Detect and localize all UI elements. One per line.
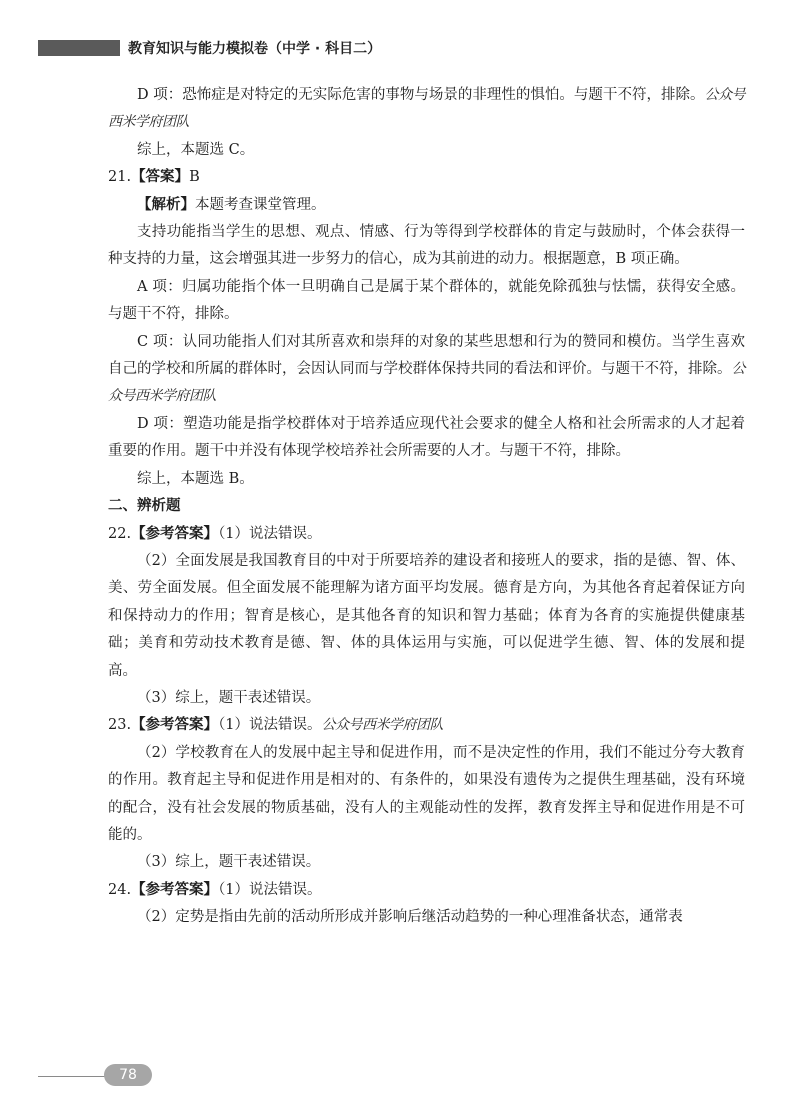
q21-summary: 综上，本题选 B。 [137,470,254,487]
q23-answer: 23.【参考答案】（1）说法错误。公众号西米学府团队 [108,717,444,734]
q23-conclusion: （3）综上，题干表述错误。 [137,854,321,871]
page-number: 78 [104,1064,152,1086]
q22-explanation: （2）全面发展是我国教育目的中对于所要培养的建设者和接班人的要求，指的是德、智、体、美、劳全面发展。但全面发展不能理解为诸方面平均发展。德育是方向，为其他各育起着保证方向和保持动力的作用；智育是核心，是其他各育的知识和智力基础；体育为各育的实施提供健康基础；美育和劳动技术教育是德、智、体的具体运用与实施，可以促进学生德、智、体的发展和提高。 [108,552,745,679]
q22-answer: 22.【参考答案】（1）说法错误。 [108,525,322,542]
q20-option-d: D 项：恐怖症是对特定的无实际危害的事物与场景的非理性的惧怕。与题干不符，排除。公众号西米学府团队 [108,87,745,131]
q21-option-c: C 项：认同功能指人们对其所喜欢和崇拜的对象的某些思想和行为的赞同和模仿。当学生喜欢自己的学校和所属的群体时，会因认同而与学校群体保持共同的看法和评价。与题干不符，排除。公众号西米学府团队 [108,333,745,405]
page-header-title: 教育知识与能力模拟卷（中学 · 科目二） [128,41,382,57]
q21-paragraph: 支持功能指当学生的思想、观点、情感、行为等得到学校群体的肯定与鼓励时，个体会获得一种支持的力量，这会增强其进一步努力的信心，成为其前进的动力。根据题意，B 项正确。 [108,224,745,268]
section-title: 二、辨析题 [108,498,181,515]
q20-summary: 综上，本题选 C。 [137,141,255,158]
q24-answer: 24.【参考答案】（1）说法错误。 [108,881,322,898]
q22-conclusion: （3）综上，题干表述错误。 [137,689,321,706]
q21-answer: 21.【答案】B [108,169,200,186]
q24-explanation: （2）定势是指由先前的活动所形成并影响后继活动趋势的一种心理准备状态，通常表 [137,909,683,926]
page-content [108,82,745,932]
watermark: 公众号西米学府团队 [321,717,444,734]
q21-option-a: A 项：归属功能指个体一旦明确自己是属于某个群体的，就能免除孤独与怯懦，获得安全感。与题干不符，排除。 [108,278,745,323]
q21-option-d: D 项：塑造功能是指学校群体对于培养适应现代社会要求的健全人格和社会所需求的人才起着重要的作用。题干中并没有体现学校培养社会所需要的人才。与题干不符，排除。 [108,415,745,460]
watermark: 公众号西米学府团队 [108,87,745,131]
watermark: 公众号西米学府团队 [108,361,745,405]
q21-analysis: 【解析】本题考查课堂管理。 [137,196,326,213]
header-bar [38,40,120,56]
q23-explanation: （2）学校教育在人的发展中起主导和促进作用，而不是决定性的作用，我们不能过分夸大教育的作用。教育起主导和促进作用是相对的、有条件的，如果没有遗传为之提供生理基础，没有环境的配合，没有社会发展的物质基础，没有人的主观能动性的发挥，教育发挥主导和促进作用是不可能的。 [108,744,745,843]
